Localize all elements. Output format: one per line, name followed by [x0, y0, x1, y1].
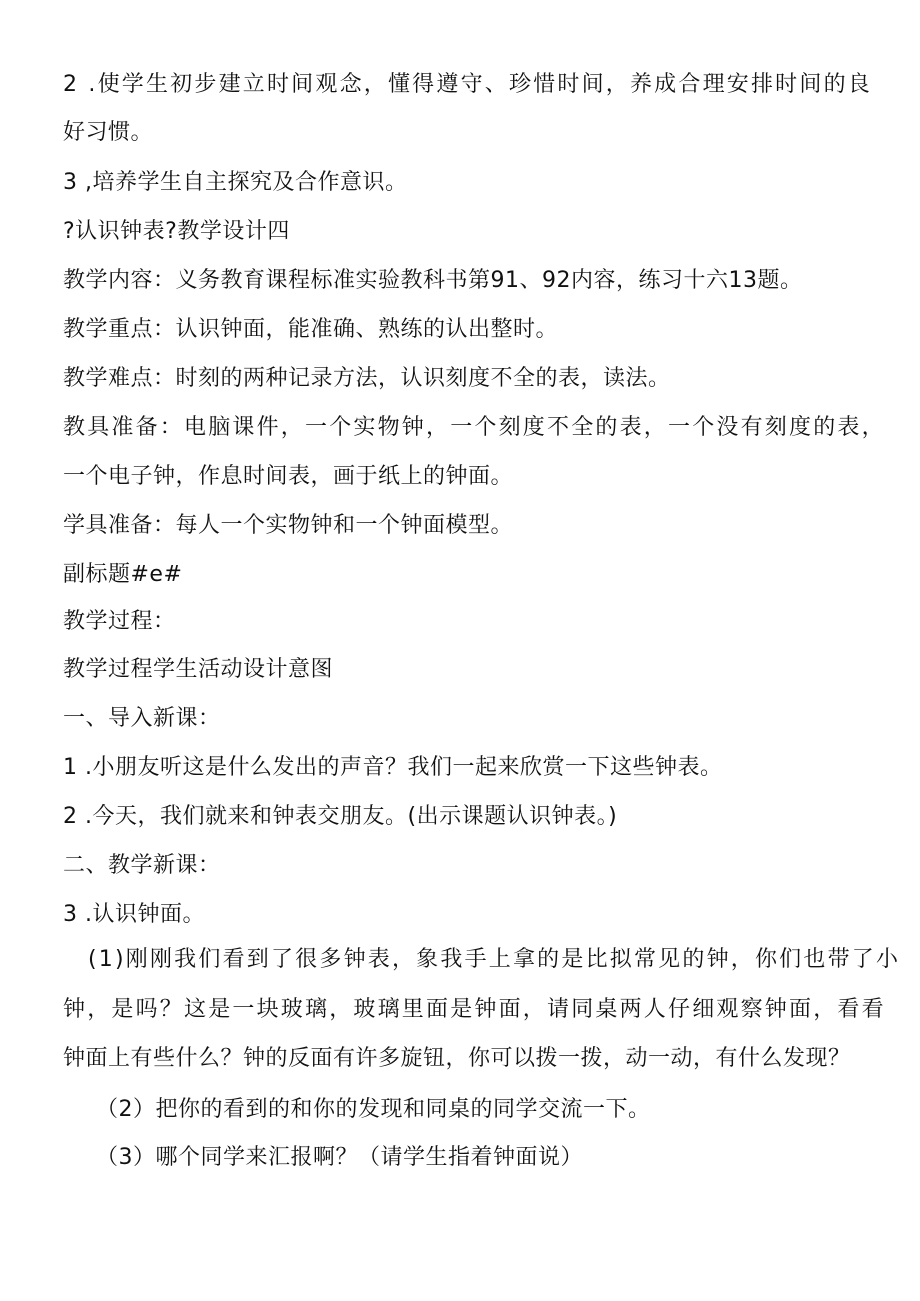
text-line: 教具准备：电脑课件，一个实物钟，一个刻度不全的表，一个没有刻度的表，	[63, 415, 886, 440]
text-line: （3）哪个同学来汇报啊？（请学生指着钟面说）	[96, 1145, 583, 1170]
text-line: 2 .使学生初步建立时间观念，懂得遵守、珍惜时间，养成合理安排时间的良	[63, 72, 872, 97]
text-line: 钟，是吗？这是一块玻璃，玻璃里面是钟面，请同桌两人仔细观察钟面，看看	[63, 997, 886, 1022]
text-line: 一个电子钟，作息时间表，画于纸上的钟面。	[63, 464, 514, 489]
table-header-line: 教学过程学生活动设计意图	[63, 657, 334, 682]
text-line: （2）把你的看到的和你的发现和同桌的同学交流一下。	[96, 1097, 651, 1122]
text-line: 教学重点：认识钟面，能准确、熟练的认出整时。	[63, 317, 559, 342]
text-line: 学具准备：每人一个实物钟和一个钟面模型。	[63, 513, 514, 538]
text-line: (1)刚刚我们看到了很多钟表，象我手上拿的是比拟常见的钟，你们也带了小	[88, 947, 901, 972]
text-line: 教学内容：义务教育课程标准实验教科书第91、92内容，练习十六13题。	[63, 268, 803, 293]
section-title: ?认识钟表?教学设计四	[63, 219, 290, 244]
text-line: 教学难点：时刻的两种记录方法，认识刻度不全的表，读法。	[63, 366, 671, 391]
text-line: 好习惯。	[63, 120, 154, 145]
text-line: 2 .今天，我们就来和钟表交朋友。(出示课题认识钟表。)	[63, 804, 618, 829]
text-line: 3 .认识钟面。	[63, 902, 205, 927]
text-line: 1 .小朋友听这是什么发出的声音？我们一起来欣赏一下这些钟表。	[63, 755, 723, 780]
text-line: 二、教学新课：	[63, 853, 221, 878]
text-line: 教学过程：	[63, 609, 176, 634]
text-line: 3 ,培养学生自主探究及合作意识。	[63, 170, 408, 195]
text-line: 一、导入新课：	[63, 706, 221, 731]
text-line: 钟面上有些什么？钟的反面有许多旋钮，你可以拨一拨，动一动，有什么发现？	[63, 1046, 851, 1071]
subtitle-marker: 副标题#e#	[63, 562, 183, 587]
